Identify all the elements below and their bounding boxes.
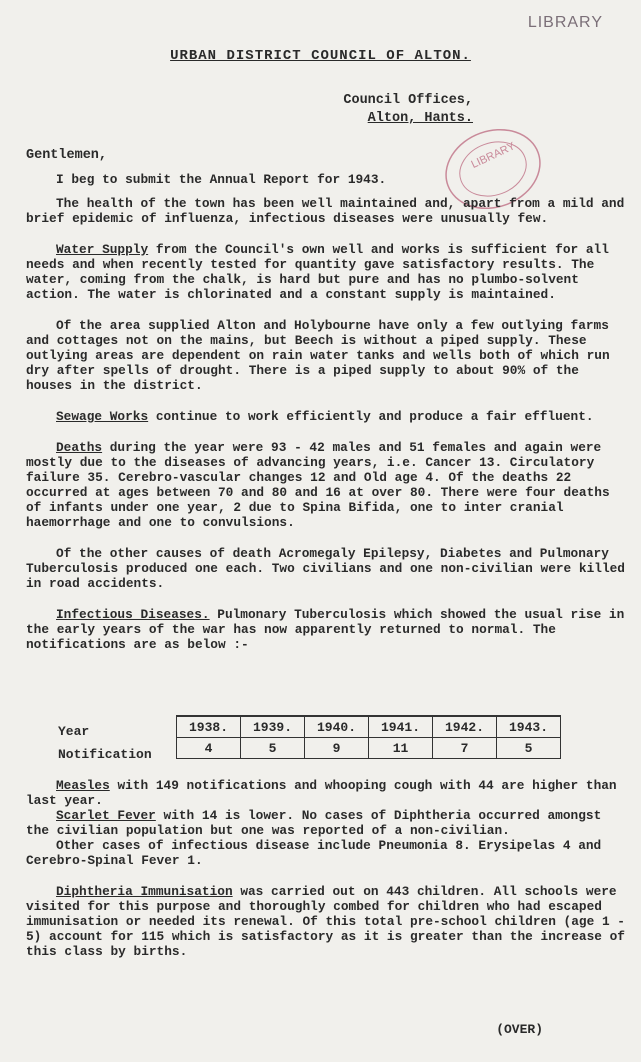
report-body (26, 172, 626, 652)
document-heading: URBAN DISTRICT COUNCIL OF ALTON. (170, 48, 471, 64)
paragraph-lead: Deaths (56, 440, 103, 455)
paragraph-text: with 149 notifications and whooping cough with 44 are higher than last year. (26, 778, 617, 808)
paragraph-measles (26, 778, 626, 808)
notification-cell: 7 (433, 738, 497, 759)
paragraph-diphtheria-immunisation (26, 884, 626, 959)
paragraph (26, 546, 626, 591)
paragraph-scarlet-fever (26, 808, 626, 838)
paragraph-water-supply (26, 242, 626, 302)
year-cell: 1940. (305, 716, 369, 738)
notification-cell: 5 (497, 738, 561, 759)
table-row-years (177, 716, 561, 738)
paragraph (26, 196, 626, 226)
report-body-continued (26, 778, 626, 959)
library-stamp: LIBRARY (527, 14, 603, 31)
notification-cell: 9 (305, 738, 369, 759)
paragraph-text: Of the area supplied Alton and Holybourne have only a few outlying farms and cottages not on the mains, but Beech is without a piped supply. These outlying areas are dependent on rain water tanks and wells both of which run dry after spells of drought. There is a piped supply to about 90% of the houses in the district. (26, 318, 610, 393)
salutation: Gentlemen, (26, 148, 108, 163)
paragraph-deaths (26, 440, 626, 530)
paragraph-text: I beg to submit the Annual Report for 1943. (56, 172, 387, 187)
row-label-year: Year (58, 724, 90, 739)
paragraph (26, 318, 626, 393)
paragraph-sewage-works (26, 409, 626, 424)
paragraph-text: during the year were 93 - 42 males and 51 females and again were mostly due to the diseases of advancing years, i.e. Cancer 13. Circulatory failure 35. Cerebro-vascular changes 12 and Old age 4. Of the deaths 22 occurred at ages between 70 and 80 and 16 at over 80. There were four deaths of infants under one year, 2 due to Spina Bifida, one to inter cranial haemorrhage and one to convulsions. (26, 440, 610, 530)
paragraph-text: from the Council's own well and works is sufficient for all needs and when recently tested for quantity gave satisfactory results. The water, coming from the chalk, is hard but pure and has no plumbo-solvent action. The water is chlorinated and a constant supply is maintained. (26, 242, 609, 302)
year-cell: 1938. (177, 716, 241, 738)
notifications-table (176, 715, 561, 759)
year-cell: 1939. (241, 716, 305, 738)
row-label-notification: Notification (58, 747, 152, 762)
paragraph-text: The health of the town has been well maintained and, apart from a mild and brief epidemic of influenza, infectious diseases were unusually few. (26, 196, 625, 226)
paragraph-text: with 14 is lower. No cases of Diphtheria occurred amongst the civilian population but one was reported of a non-civilian. (26, 808, 602, 838)
notification-cell: 11 (369, 738, 433, 759)
year-cell: 1941. (369, 716, 433, 738)
notification-cell: 5 (241, 738, 305, 759)
paragraph-text: Other cases of infectious disease include Pneumonia 8. Erysipelas 4 and Cerebro-Spinal Fever 1. (26, 838, 602, 868)
paragraph-lead: Sewage Works (56, 409, 149, 424)
address-line-1: Council Offices, (343, 93, 473, 108)
paragraph (26, 172, 626, 187)
paragraph-lead: Water Supply (56, 242, 149, 257)
paragraph-lead: Infectious Diseases. (56, 607, 210, 622)
notification-cell: 4 (177, 738, 241, 759)
paragraph-infectious-diseases (26, 607, 626, 652)
table-row-notifications (177, 738, 561, 759)
paragraph-lead: Diphtheria Immunisation (56, 884, 233, 899)
paragraph-lead: Measles (56, 778, 110, 793)
paragraph-text: Of the other causes of death Acromegaly Epilepsy, Diabetes and Pulmonary Tuberculosis produced one each. Two civilians and one non-civilian were killed in road accidents. (26, 546, 625, 591)
stamp-text: LIBRARY (469, 140, 518, 171)
year-cell: 1943. (497, 716, 561, 738)
paragraph (26, 838, 626, 868)
paragraph-text: was carried out on 443 children. All schools were visited for this purpose and thoroughly combed for children who had escaped immunisation or needed its renewal. Of this total pre-school children (age 1 - 5) account for 115 which is satisfactory as it is greater than the increase of this class by births. (26, 884, 625, 959)
paragraph-text: continue to work efficiently and produce a fair effluent. (148, 409, 594, 424)
paragraph-text: Pulmonary Tuberculosis which showed the usual rise in the early years of the war has now apparently returned to normal. The notifications are as below :- (26, 607, 625, 652)
paragraph-lead: Scarlet Fever (56, 808, 156, 823)
page-turn-note: (OVER) (496, 1022, 543, 1037)
table-row-labels (58, 720, 152, 766)
address-block (343, 92, 473, 128)
address-line-2: Alton, Hants. (367, 111, 473, 126)
year-cell: 1942. (433, 716, 497, 738)
